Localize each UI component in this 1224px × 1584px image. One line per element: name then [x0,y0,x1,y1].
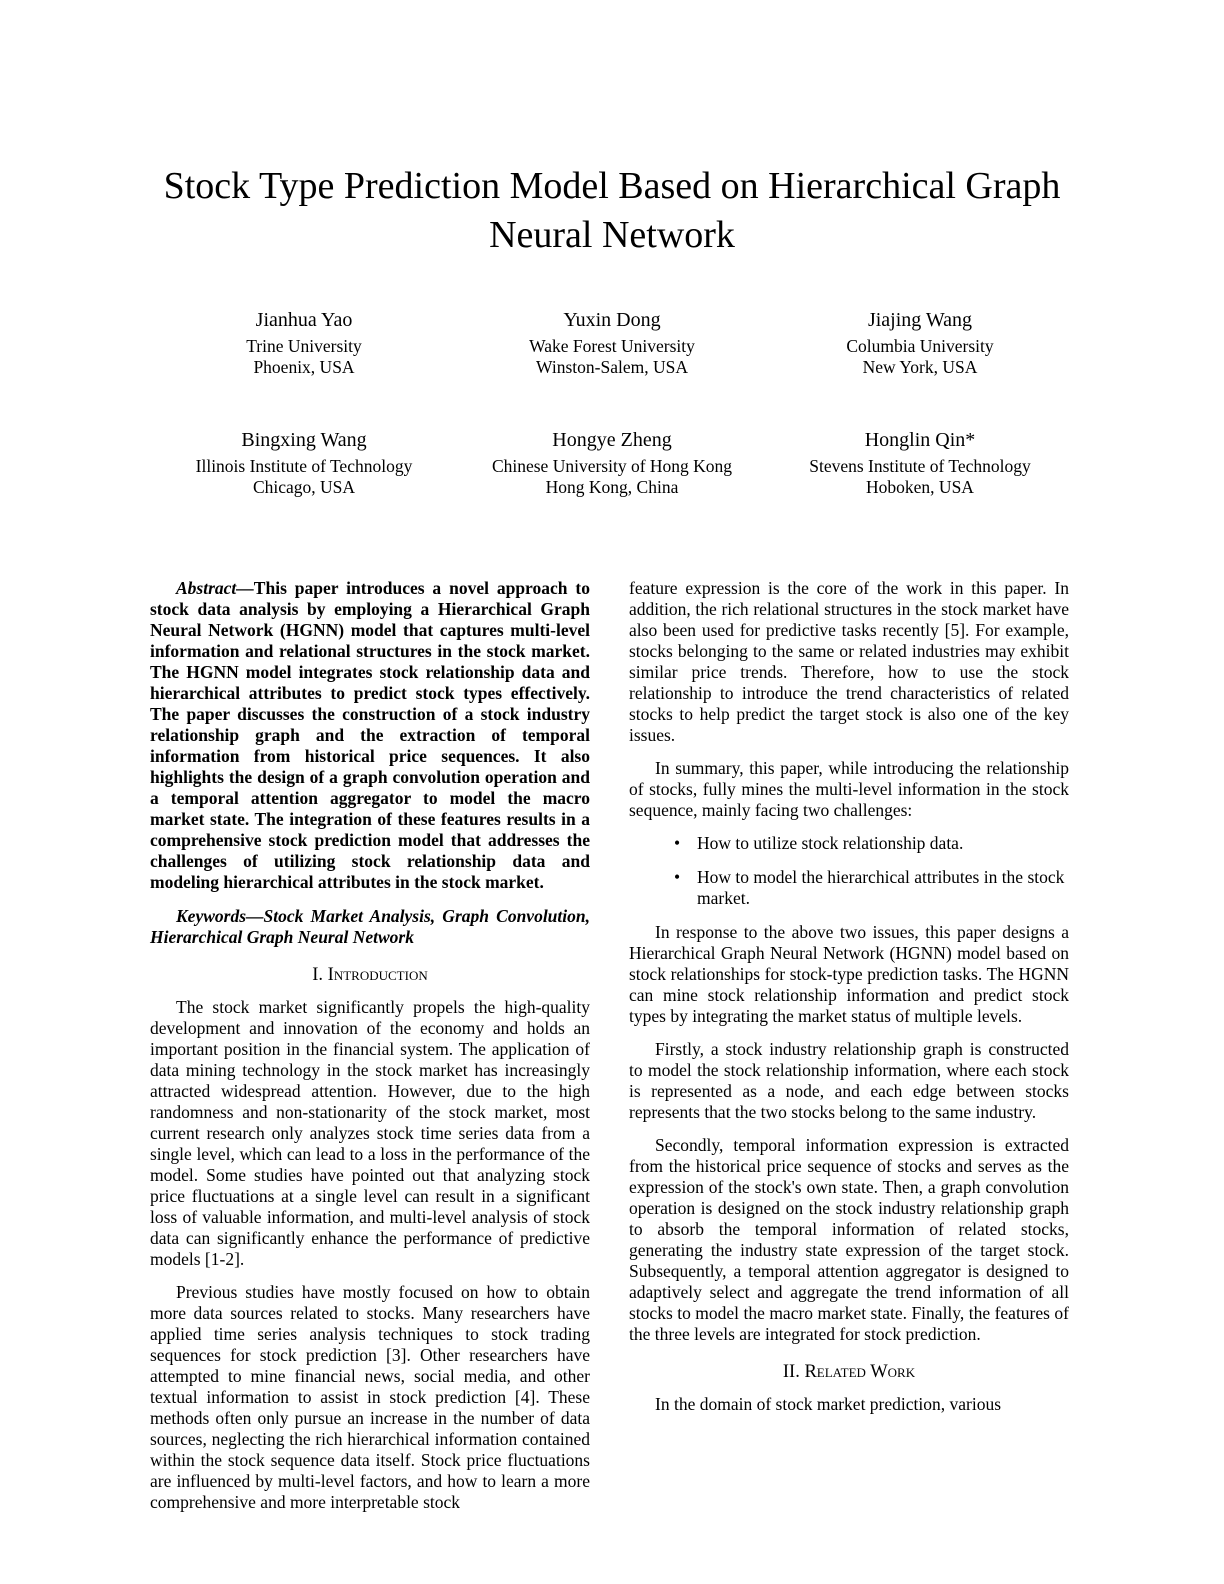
author-location: Winston-Salem, USA [536,357,688,377]
intro-paragraph-1: The stock market significantly propels the high-quality development and innovation of the economy and holds an important position in the financial system. The application of data mining technology in the stock market has increasingly attracted widespread attention. However, due to the high randomness and non-stationarity of the stock market, most current research only analyzes stock time series data from a single level, which can lead to a loss in the performance of the model. Some studies have pointed out that analyzing stock price fluctuations at a single level can result in a significant loss of valuable information, and multi-level analysis of stock data can significantly enhance the performance of predictive models [1-2]. [150,997,590,1269]
abstract-label: Abstract— [176,578,254,598]
author-affiliation: Wake Forest University [529,336,695,356]
section-heading-related-work: II. Related Work [782,1362,916,1382]
author-location: Chicago, USA [252,477,356,497]
response-paragraph: In response to the above two issues, this paper designs a Hierarchical Graph Neural Network (HGNN) model based on stock relationships for stock-type prediction tasks. The HGNN can mine stock relationship information and predict stock types by integrating the market status of multiple levels. [629,922,1069,1026]
author-name: Jiajing Wang [867,309,973,331]
author-block [458,308,766,378]
paper-title: Stock Type Prediction Model Based on Hierarchical Graph Neural Network [163,165,1061,256]
author-name: Bingxing Wang [241,429,367,451]
bullet-icon: • [674,867,681,887]
body-columns [150,578,1069,1525]
author-location: Phoenix, USA [253,357,355,377]
firstly-paragraph: Firstly, a stock industry relationship graph is constructed to model the stock relationship information, where each stock is represented as a node, and each edge between stocks represents that the two stocks belong to the same industry. [629,1039,1069,1122]
challenge-text: How to model the hierarchical attributes in the stock market. [697,867,1065,908]
author-name: Jianhua Yao [255,309,353,331]
challenge-bullet-1 [629,833,1069,854]
related-work-paragraph: In the domain of stock market prediction, various [655,1394,1002,1414]
keywords-label: Keywords— [176,906,264,926]
author-affiliation: Illinois Institute of Technology [195,456,413,476]
author-name: Yuxin Dong [563,309,661,331]
author-block [766,308,1074,378]
abstract-text: This paper introduces a novel approach to stock data analysis by employing a Hierarchical Graph Neural Network (HGNN) model that captures multi-level information and relational structures in the stock market. The HGNN model integrates stock relationship data and hierarchical attributes to predict stock types effectively. The paper discusses the construction of a stock industry relationship graph and the extraction of temporal information from historical price sequences. It also highlights the design of a graph convolution operation and a temporal attention aggregator to model the macro market state. The integration of these features results in a comprehensive stock prediction model that addresses the challenges of utilizing stock relationship data and modeling hierarchical attributes in the stock market. [150,578,590,892]
author-block [150,308,458,378]
author-location: Hong Kong, China [545,477,679,497]
author-block [766,428,1074,498]
author-location: Hoboken, USA [866,477,974,497]
author-affiliation: Columbia University [846,336,994,356]
author-block [458,428,766,498]
section-heading-introduction: I. Introduction [312,965,428,985]
challenge-text: How to utilize stock relationship data. [697,833,964,853]
intro-paragraph-2: Previous studies have mostly focused on how to obtain more data sources related to stocks. Many researchers have applied time series analysis techniques to stock trading sequences for stock prediction [3]. Other researchers have attempted to mine financial news, social media, and other textual information to assist in stock prediction [4]. These methods often only pursue an increase in the number of data sources, neglecting the rich hierarchical information contained within the stock sequence data itself. Stock price fluctuations are influenced by multi-level factors, and how to learn a more comprehensive and more interpretable stock [150,1282,590,1512]
author-name: Hongye Zheng [552,429,672,451]
continuation-paragraph: feature expression is the core of the work in this paper. In addition, the rich relational structures in the stock market have also been used for predictive tasks recently [5]. For example, stocks belonging to the same or related industries may exhibit similar price trends. Therefore, how to use the stock relationship to introduce the trend characteristics of related stocks to help predict the target stock is also one of the key issues. [629,578,1069,745]
authors-row-2 [150,428,1074,498]
challenge-bullet-2 [629,867,1069,909]
left-column [150,578,590,1525]
bullet-icon: • [674,833,681,853]
secondly-paragraph: Secondly, temporal information expression is extracted from the historical price sequence of stocks and serves as the expression of the stock's own state. Then, a graph convolution operation is designed on the stock industry relationship graph to absorb the temporal information of related stocks, generating the industry state expression of the target stock. Subsequently, a temporal attention aggregator is designed to adaptively select and aggregate the trend information of all stocks to model the macro market state. Finally, the features of the three levels are integrated for stock prediction. [629,1135,1069,1344]
authors-row-1 [150,308,1074,378]
author-block [150,428,458,498]
author-affiliation: Chinese University of Hong Kong [491,456,733,476]
keywords-text: Stock Market Analysis, Graph Convolution, Hierarchical Graph Neural Network [150,906,590,947]
author-name: Honglin Qin* [864,429,976,451]
author-affiliation: Stevens Institute of Technology [809,456,1031,476]
keywords [150,906,590,948]
summary-paragraph: In summary, this paper, while introducing the relationship of stocks, fully mines the multi-level information in the stock sequence, mainly facing two challenges: [629,758,1069,820]
right-column [629,578,1069,1525]
abstract [150,578,590,893]
author-affiliation: Trine University [246,336,362,356]
author-location: New York, USA [862,357,978,377]
